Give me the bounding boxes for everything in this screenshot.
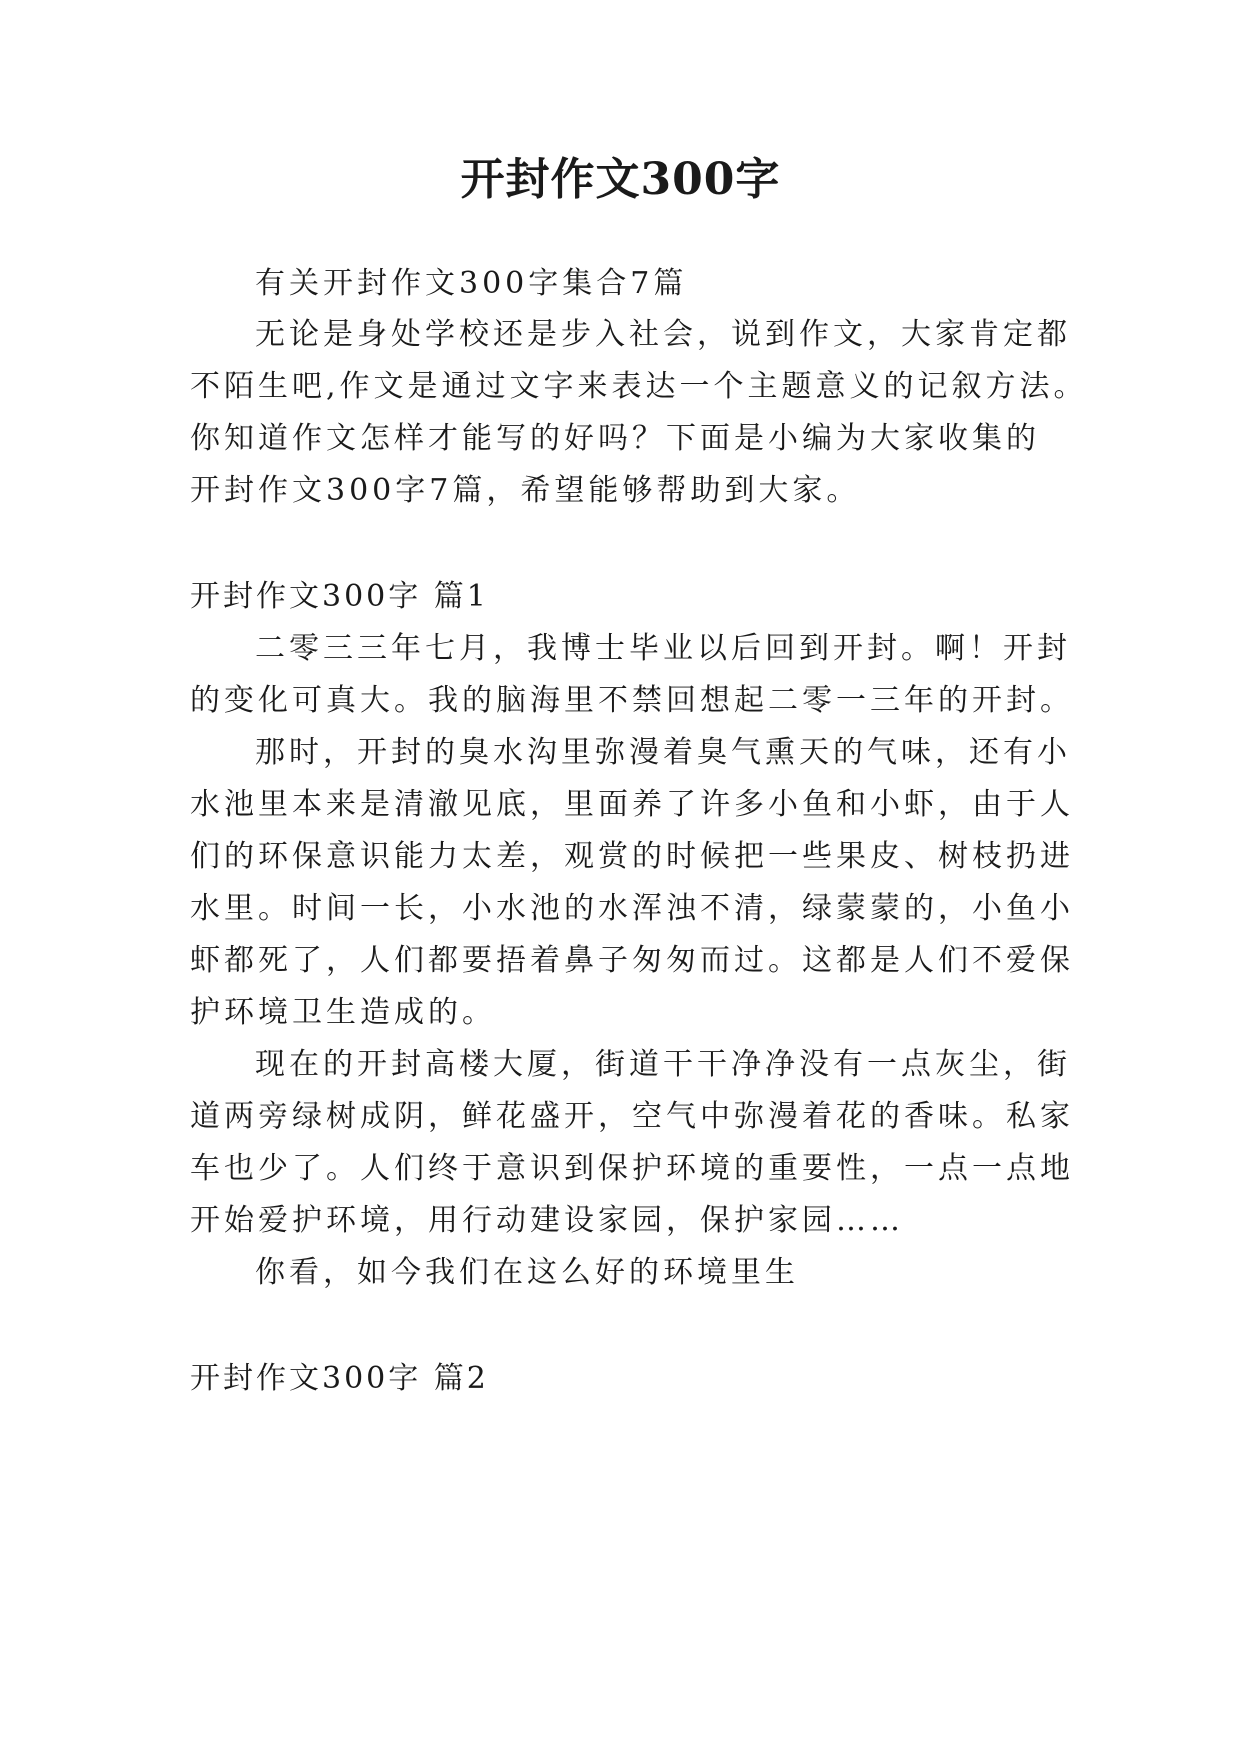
section-1-paragraph-line: 水里。时间一长，小水池的水浑浊不清，绿蒙蒙的，小鱼小 xyxy=(190,891,1074,926)
section-1-paragraph-line: 道两旁绿树成阴，鲜花盛开，空气中弥漫着花的香味。私家 xyxy=(190,1099,1074,1134)
section-1-paragraph-line: 虾都死了，人们都要捂着鼻子匆匆而过。这都是人们不爱保 xyxy=(190,943,1074,978)
section-1-paragraph-line: 的变化可真大。我的脑海里不禁回想起二零一三年的开封。 xyxy=(190,683,1074,718)
section-1-paragraph-line: 开始爱护环境，用行动建设家园，保护家园…… xyxy=(190,1203,904,1238)
section-1-paragraph-line: 护环境卫生造成的。 xyxy=(190,995,496,1030)
intro-paragraph-line: 开封作文300字7篇，希望能够帮助到大家。 xyxy=(190,473,861,508)
section-heading-2: 开封作文300字 篇2 xyxy=(190,1361,489,1396)
section-heading-1: 开封作文300字 篇1 xyxy=(190,579,489,614)
section-1-paragraph-line: 你看，如今我们在这么好的环境里生 xyxy=(255,1255,799,1290)
section-1-paragraph-line: 们的环保意识能力太差，观赏的时候把一些果皮、树枝扔进 xyxy=(190,839,1074,874)
section-1-paragraph-line: 车也少了。人们终于意识到保护环境的重要性，一点一点地 xyxy=(190,1151,1074,1186)
intro-paragraph-line: 不陌生吧,作文是通过文字来表达一个主题意义的记叙方法。 xyxy=(190,369,1088,404)
intro-subtitle: 有关开封作文300字集合7篇 xyxy=(255,266,688,301)
section-1-paragraph-line: 那时，开封的臭水沟里弥漫着臭气熏天的气味，还有小 xyxy=(255,735,1071,770)
section-1-paragraph-line: 现在的开封高楼大厦，街道干干净净没有一点灰尘，街 xyxy=(255,1047,1071,1082)
intro-paragraph-line: 你知道作文怎样才能写的好吗？下面是小编为大家收集的 xyxy=(190,421,1040,456)
section-1-paragraph-line: 二零三三年七月，我博士毕业以后回到开封。啊！开封 xyxy=(255,631,1071,666)
intro-paragraph-line: 无论是身处学校还是步入社会，说到作文，大家肯定都 xyxy=(255,317,1071,352)
document-title: 开封作文300字 xyxy=(460,154,781,205)
section-1-paragraph-line: 水池里本来是清澈见底，里面养了许多小鱼和小虾，由于人 xyxy=(190,787,1074,822)
